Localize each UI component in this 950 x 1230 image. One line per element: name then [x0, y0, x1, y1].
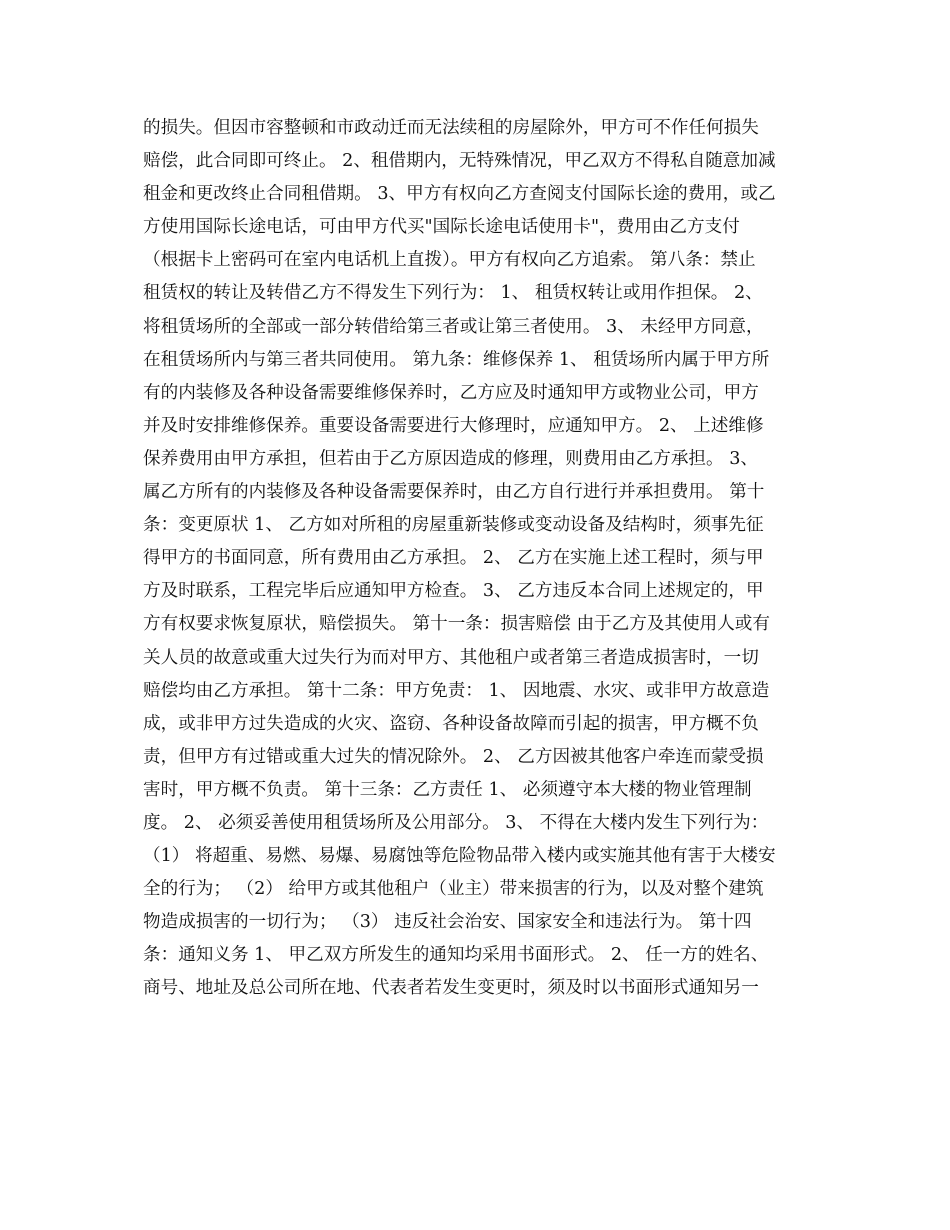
text-line: 租金和更改终止合同租借期。 3、甲方有权向乙方查阅支付国际长途的费用，或乙	[143, 184, 776, 205]
text-line: 得甲方的书面同意，所有费用由乙方承担。 2、 乙方在实施上述工程时，须与甲	[143, 548, 764, 569]
text-line: 保养费用由甲方承担，但若由于乙方原因造成的修理，则费用由乙方承担。 3、	[143, 448, 758, 469]
text-line: 并及时安排维修保养。重要设备需要进行大修理时，应通知甲方。 2、 上述维修	[143, 415, 764, 436]
text-line: 条：变更原状 1、 乙方如对所租的房屋重新装修或变动设备及结构时，须事先征	[143, 515, 764, 536]
text-line: 属乙方所有的内装修及各种设备需要保养时，由乙方自行进行并承担费用。 第十	[143, 482, 765, 503]
text-line: 在租赁场所内与第三者共同使用。 第九条：维修保养 1、 租赁场所内属于甲方所	[143, 349, 770, 370]
text-line: 赔偿均由乙方承担。 第十二条：甲方免责： 1、 因地震、水灾、或非甲方故意造	[143, 680, 770, 701]
text-line: （1） 将超重、易燃、易爆、易腐蚀等危险物品带入楼内或实施其他有害于大楼安	[143, 846, 776, 867]
text-line: 的损失。但因市容整顿和市政动迁而无法续租的房屋除外，甲方可不作任何损失	[143, 118, 759, 138]
text-line: 方及时联系，工程完毕后应通知甲方检查。 3、 乙方违反本合同上述规定的，甲	[143, 581, 764, 602]
text-line: 方有权要求恢复原状，赔偿损失。 第十一条：损害赔偿 由于乙方及其使用人或有	[143, 614, 770, 635]
text-line: 度。 2、 必须妥善使用租赁场所及公用部分。 3、 不得在大楼内发生下列行为：	[143, 812, 769, 833]
text-line: 将租赁场所的全部或一部分转借给第三者或让第三者使用。 3、 未经甲方同意，	[143, 316, 764, 337]
text-line: 责，但甲方有过错或重大过失的情况除外。 2、 乙方因被其他客户牵连而蒙受损	[143, 746, 764, 767]
text-line: 物造成损害的一切行为； （3） 违反社会治安、国家安全和违法行为。 第十四	[143, 912, 752, 933]
text-line: 成，或非甲方过失造成的火灾、盗窃、各种设备故障而引起的损害，甲方概不负	[143, 713, 759, 734]
body-text	[143, 112, 823, 1006]
text-line: （根据卡上密码可在室内电话机上直拨）。甲方有权向乙方追索。 第八条：禁止	[143, 250, 756, 271]
text-line: 方使用国际长途电话，可由甲方代买"国际长途电话使用卡"，费用由乙方支付	[143, 217, 740, 238]
text-line: 赔偿，此合同即可终止。 2、租借期内，无特殊情况，甲乙双方不得私自随意加减	[143, 151, 776, 172]
text-line: 租赁权的转让及转借乙方不得发生下列行为： 1、 租赁权转让或用作担保。 2、	[143, 283, 763, 304]
text-line: 商号、地址及总公司所在地、代表者若发生变更时，须及时以书面形式通知另一	[143, 978, 759, 999]
text-line: 关人员的故意或重大过失行为而对甲方、其他租户或者第三者造成损害时，一切	[143, 647, 759, 668]
text-line: 害时，甲方概不负责。 第十三条：乙方责任 1、 必须遵守本大楼的物业管理制	[143, 779, 752, 800]
text-line: 有的内装修及各种设备需要维修保养时，乙方应及时通知甲方或物业公司，甲方	[143, 382, 759, 403]
text-line: 全的行为； （2） 给甲方或其他租户（业主）带来损害的行为，以及对整个建筑	[143, 879, 764, 900]
text-line: 条：通知义务 1、 甲乙双方所发生的通知均采用书面形式。 2、 任一方的姓名、	[143, 945, 769, 966]
